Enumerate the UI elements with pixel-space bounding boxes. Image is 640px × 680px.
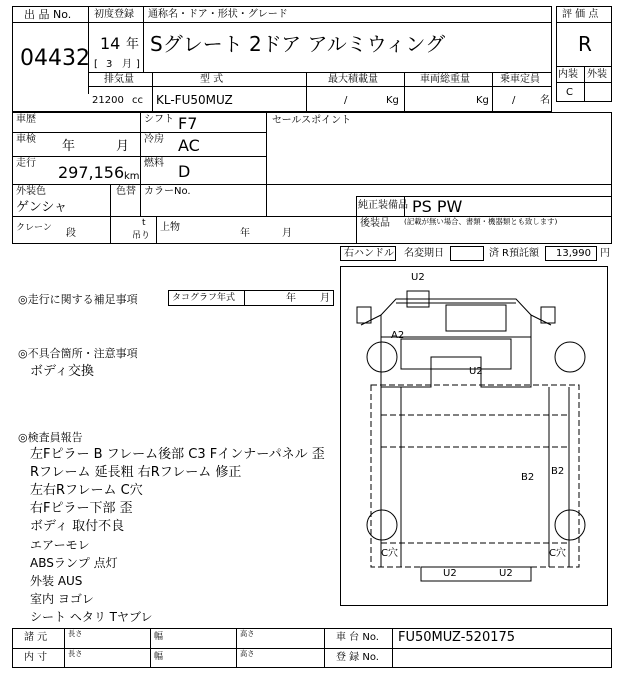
registration-number-label: 登 録 No. xyxy=(336,652,379,663)
tachograph-label: タコグラフ年式 xyxy=(172,293,236,303)
crane-ton-unit: t xyxy=(142,218,146,228)
displacement-unit: cc xyxy=(132,95,143,106)
color-number-label: カラーNo. xyxy=(144,186,191,197)
reg-year: 14 xyxy=(100,34,121,53)
reg-month-unit: 月 xyxy=(122,59,132,70)
damage-mark: C穴 xyxy=(381,548,398,559)
reg-month-close: ] xyxy=(136,59,140,70)
ac-label: 冷房 xyxy=(144,134,164,145)
defects-title: ◎不具合箇所・注意事項 xyxy=(18,347,138,360)
height-label: 高さ xyxy=(240,630,255,639)
damage-mark: U2 xyxy=(469,366,483,377)
mileage-value: 297,156 xyxy=(58,163,125,182)
vehicle-name-label: 通称名・ドア・形状・グレード xyxy=(148,9,288,20)
inspection-month-unit: 月 xyxy=(116,139,130,154)
lot-label: 出 品 No. xyxy=(24,8,72,21)
chassis-number-label: 車 台 No. xyxy=(336,632,379,643)
inspector-line: 外装 AUS xyxy=(30,574,83,588)
capacity-label: 乗車定員 xyxy=(500,74,540,85)
name-change-label: 名変期日 xyxy=(404,248,444,259)
exterior-color-label: 外装色 xyxy=(16,186,46,197)
interior-grade: C xyxy=(566,87,573,98)
length-label: 長さ xyxy=(68,650,83,659)
crane-lift-unit: 吊り xyxy=(132,231,151,241)
model-label: 型 式 xyxy=(200,74,224,85)
chassis-number: FU50MUZ-520175 xyxy=(398,630,516,645)
recycling-label: 済 xyxy=(489,248,499,259)
inspector-line: 右Fピラー下部 歪 xyxy=(30,501,133,516)
history-label: 車歴 xyxy=(16,114,36,125)
length-label: 長さ xyxy=(68,630,83,639)
first-reg-label: 初度登録 xyxy=(94,9,134,20)
max-load-unit: Kg xyxy=(386,95,399,106)
damage-mark: A2 xyxy=(391,330,405,341)
inspection-label: 車検 xyxy=(16,134,36,145)
inspector-line: ボディ 取付不良 xyxy=(30,519,125,534)
color-change-label: 色替 xyxy=(116,186,136,197)
damage-mark: U2 xyxy=(499,568,513,579)
aftermarket-label: 後装品 xyxy=(360,218,390,229)
capacity-value: / xyxy=(512,95,516,106)
max-load-label: 最大積載量 xyxy=(328,74,378,85)
interior-grade-label: 内装 xyxy=(558,69,578,80)
width-label: 幅 xyxy=(154,632,164,642)
aftermarket-note: (記載が無い場合、書類・機器類とも致します) xyxy=(404,218,558,227)
inspector-line: ABSランプ 点灯 xyxy=(30,556,118,570)
damage-mark: U2 xyxy=(411,272,425,283)
gross-weight-unit: Kg xyxy=(476,95,489,106)
mileage-label: 走行 xyxy=(16,158,36,169)
capacity-unit: 名 xyxy=(540,95,550,106)
inspection-year-unit: 年 xyxy=(62,139,76,154)
damage-mark: B2 xyxy=(551,466,565,477)
recycling-amount: 13,990 xyxy=(556,248,591,259)
ac-value: AC xyxy=(178,136,200,155)
crane-label: クレーン xyxy=(16,223,52,233)
height-label: 高さ xyxy=(240,650,255,659)
crane-stage-unit: 段 xyxy=(66,228,76,239)
max-load-value: / xyxy=(344,95,348,106)
reg-year-unit: 年 xyxy=(126,37,140,52)
vehicle-name: Sグレート 2ドア アルミウィング xyxy=(150,32,446,56)
exterior-grade-label: 外装 xyxy=(587,69,607,80)
damage-mark: U2 xyxy=(443,568,457,579)
tailgate-month-unit: 月 xyxy=(282,228,292,239)
shift-value: F7 xyxy=(178,114,198,133)
tachograph-year-unit: 年 xyxy=(286,293,296,304)
recycling-deposit-label: R預託額 xyxy=(502,248,539,259)
condition-diagram xyxy=(340,266,608,606)
standard-equipment-value: PS PW xyxy=(412,197,463,216)
damage-mark: C穴 xyxy=(549,548,566,559)
fuel-value: D xyxy=(178,162,191,181)
inspector-line: シート ヘタリ Tヤブレ xyxy=(30,610,153,624)
score-label: 評 価 点 xyxy=(562,9,599,20)
score-value: R xyxy=(578,32,592,56)
inspector-line: 左Fピラー B フレーム後部 C3 Fインナーパネル 歪 xyxy=(30,447,325,462)
reg-month-open: [ xyxy=(94,59,98,70)
selling-points-label: セールスポイント xyxy=(272,115,352,126)
driving-notes-title: ◎走行に関する補足事項 xyxy=(18,293,138,306)
displacement-value: 21200 xyxy=(92,95,124,106)
tailgate-year-unit: 年 xyxy=(240,228,250,239)
damage-mark: B2 xyxy=(521,472,535,483)
dimensions-label: 諸 元 xyxy=(24,632,48,643)
steering-value: 右ハンドル xyxy=(344,248,394,259)
inspector-line: 室内 ヨゴレ xyxy=(30,592,94,606)
tailgate-label: 上物 xyxy=(160,222,180,233)
width-label: 幅 xyxy=(154,652,164,662)
defect-item: ボディ交換 xyxy=(30,364,94,379)
inspector-line: エアーモレ xyxy=(30,538,90,552)
model-value: KL-FU50MUZ xyxy=(156,93,233,107)
gross-weight-label: 車両総重量 xyxy=(420,74,470,85)
fuel-label: 燃料 xyxy=(144,158,164,169)
interior-dims-label: 内 寸 xyxy=(24,652,48,663)
inspector-line: Rフレーム 延長粗 右Rフレーム 修正 xyxy=(30,465,242,480)
standard-equipment-label: 純正装備品 xyxy=(358,200,408,211)
tachograph-month-unit: 月 xyxy=(320,293,330,304)
reg-month: 3 xyxy=(106,59,113,70)
recycling-unit: 円 xyxy=(600,248,610,259)
mileage-unit: km xyxy=(124,171,140,182)
shift-label: シフト xyxy=(144,114,174,125)
inspector-report-title: ◎検査員報告 xyxy=(18,431,83,444)
exterior-color-value: ゲンシャ xyxy=(16,200,68,215)
inspector-line: 左右Rフレーム C穴 xyxy=(30,483,143,498)
name-change-box xyxy=(450,246,484,261)
lot-number: 04432 xyxy=(20,46,90,71)
displacement-label: 排気量 xyxy=(104,74,134,85)
